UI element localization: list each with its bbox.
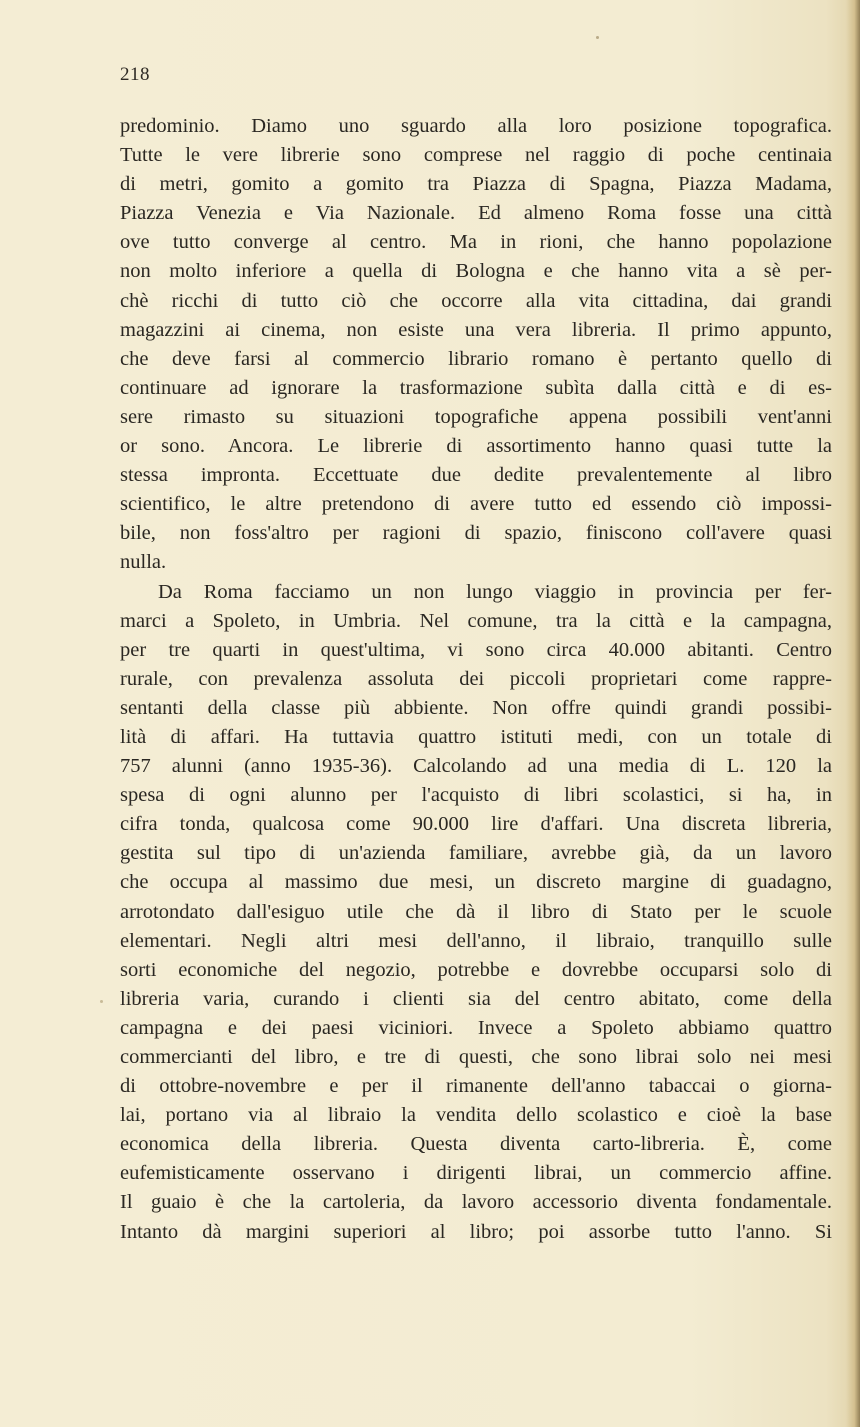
text-line: commercianti del libro, e tre di questi, che sono librai solo nei mesi xyxy=(120,1046,832,1068)
text-line: or sono. Ancora. Le librerie di assortimento hanno quasi tutte la xyxy=(120,435,832,458)
text-line: Il guaio è che la cartoleria, da lavoro accessorio diventa fondamentale. xyxy=(120,1191,832,1214)
text-line: arrotondato dall'esiguo utile che dà il libro di Stato per le scuole xyxy=(120,900,832,923)
text-line: bile, non foss'altro per ragioni di spazio, finiscono coll'avere quasi xyxy=(120,522,832,545)
text-line: predominio. Diamo uno sguardo alla loro posizione topografica. xyxy=(120,115,832,137)
paper-speck xyxy=(100,1000,103,1003)
text-line: stessa impronta. Eccettuate due dedite prevalentemente al libro xyxy=(120,464,832,487)
text-line: economica della libreria. Questa diventa carto-libreria. È, come xyxy=(120,1133,832,1156)
text-line: eufemisticamente osservano i dirigenti librai, un commercio affine. xyxy=(120,1162,832,1185)
text-line: elementari. Negli altri mesi dell'anno, il libraio, tranquillo sulle xyxy=(120,929,832,952)
text-line: scientifico, le altre pretendono di avere tutto ed essendo ciò impossi- xyxy=(120,493,832,516)
text-line: cifra tonda, qualcosa come 90.000 lire d'affari. Una discreta libreria, xyxy=(120,813,832,836)
body-text xyxy=(120,112,832,1247)
text-line: sere rimasto su situazioni topografiche appena possibili vent'anni xyxy=(120,405,832,428)
text-line: di metri, gomito a gomito tra Piazza di Spagna, Piazza Madama, xyxy=(120,173,832,196)
text-line: Tutte le vere librerie sono comprese nel raggio di poche centinaia xyxy=(120,144,832,167)
text-line: gestita sul tipo di un'azienda familiare, avrebbe già, da un lavoro xyxy=(120,842,832,865)
text-line: sorti economiche del negozio, potrebbe e dovrebbe occuparsi solo di xyxy=(120,958,832,981)
page-edge-shadow xyxy=(846,0,860,1427)
text-line: di ottobre-novembre e per il rimanente dell'anno tabaccai o giorna- xyxy=(120,1075,832,1098)
text-line: sentanti della classe più abbiente. Non offre quindi grandi possibi- xyxy=(120,696,832,719)
text-line: continuare ad ignorare la trasformazione subìta dalla città e di es- xyxy=(120,376,832,399)
text-line: lità di affari. Ha tuttavia quattro istituti medi, con un totale di xyxy=(120,725,832,748)
text-line: spesa di ogni alunno per l'acquisto di libri scolastici, si ha, in xyxy=(120,784,832,807)
text-line: marci a Spoleto, in Umbria. Nel comune, tra la città e la campagna, xyxy=(120,609,832,632)
page-number: 218 xyxy=(120,64,150,85)
text-line: rurale, con prevalenza assoluta dei piccoli proprietari come rappre- xyxy=(120,667,832,690)
text-line: non molto inferiore a quella di Bologna e che hanno vita a sè per- xyxy=(120,260,832,283)
text-line: Piazza Venezia e Via Nazionale. Ed almeno Roma fosse una città xyxy=(120,202,832,225)
text-line: lai, portano via al libraio la vendita dello scolastico e cioè la base xyxy=(120,1104,832,1127)
text-line: chè ricchi di tutto ciò che occorre alla vita cittadina, dai grandi xyxy=(120,289,832,312)
text-line: Intanto dà margini superiori al libro; poi assorbe tutto l'anno. Si xyxy=(120,1220,832,1243)
text-line: 757 alunni (anno 1935-36). Calcolando ad una media di L. 120 la xyxy=(120,755,832,778)
text-line: nulla. xyxy=(120,551,167,574)
text-line: campagna e dei paesi viciniori. Invece a Spoleto abbiamo quattro xyxy=(120,1016,832,1039)
paper-speck xyxy=(596,36,599,39)
text-line: libreria varia, curando i clienti sia del centro abitato, come della xyxy=(120,987,832,1010)
text-line: che occupa al massimo due mesi, un discreto margine di guadagno, xyxy=(120,871,832,894)
text-line: per tre quarti in quest'ultima, vi sono circa 40.000 abitanti. Centro xyxy=(120,638,832,661)
text-line: che deve farsi al commercio librario romano è pertanto quello di xyxy=(120,347,832,370)
text-line: Da Roma facciamo un non lungo viaggio in provincia per fer- xyxy=(158,580,832,603)
text-line: magazzini ai cinema, non esiste una vera libreria. Il primo appunto, xyxy=(120,318,832,341)
text-line: ove tutto converge al centro. Ma in rioni, che hanno popolazione xyxy=(120,231,832,254)
